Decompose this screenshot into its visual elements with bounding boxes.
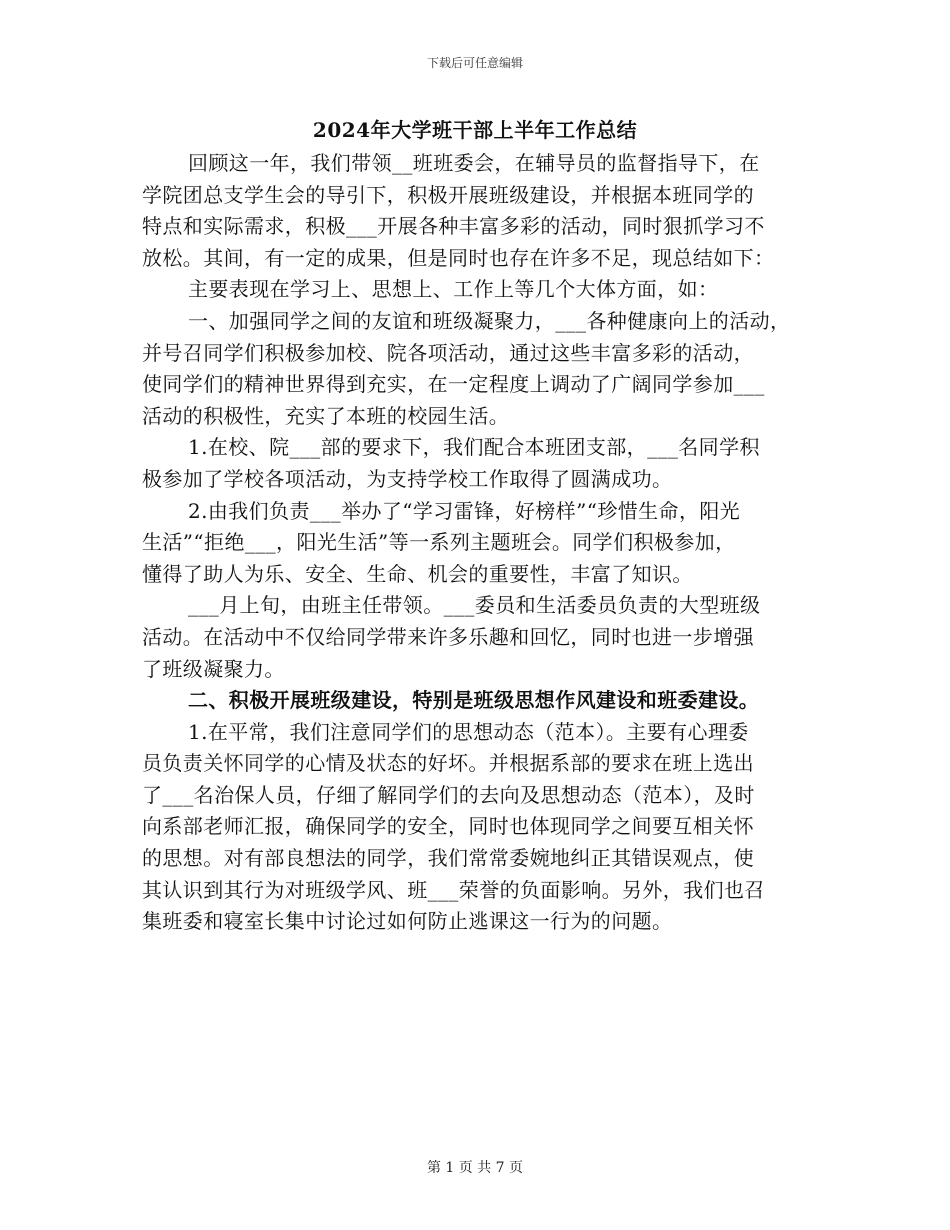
paragraph-line: 放松。其间，有一定的成果，但是同时也存在许多不足，现总结如下： bbox=[142, 245, 775, 270]
paragraph-line: 了班级凝聚力。 bbox=[142, 656, 285, 681]
paragraph-line: 了___名治保人员，仔细了解同学们的去向及思想动态（范本），及时 bbox=[142, 782, 755, 807]
paragraph-line: 的思想。对有部良想法的同学，我们常常委婉地纠正其错误观点，使 bbox=[142, 846, 754, 871]
paragraph-line: 活动。在活动中不仅给同学带来许多乐趣和回忆，同时也进一步增强 bbox=[142, 624, 754, 649]
paragraph-line: 1.在校、院___部的要求下，我们配合本班团支部，___名同学积 bbox=[188, 435, 760, 460]
paragraph-line: 并号召同学们积极参加校、院各项活动，通过这些丰富多彩的活动， bbox=[142, 340, 754, 365]
paragraph-line: 学院团总支学生会的导引下，积极开展班级建设，并根据本班同学的 bbox=[142, 182, 754, 207]
paragraph-line: 活动的积极性，充实了本班的校园生活。 bbox=[142, 403, 510, 428]
paragraph-line: 一、加强同学之间的友谊和班级凝聚力，___各种健康向上的活动， bbox=[188, 308, 791, 333]
paragraph-line: ___月上旬，由班主任带领。___委员和生活委员负责的大型班级 bbox=[188, 593, 761, 618]
paragraph-line: 1.在平常，我们注意同学们的思想动态（范本）。主要有心理委 bbox=[188, 719, 749, 744]
paragraph-line: 生活”“拒绝___，阳光生活”等一系列主题班会。同学们积极参加， bbox=[142, 530, 736, 555]
paragraph-line: 主要表现在学习上、思想上、工作上等几个大体方面，如： bbox=[188, 277, 719, 302]
paragraph-line: 使同学们的精神世界得到充实，在一定程度上调动了广阔同学参加___ bbox=[142, 372, 765, 397]
paragraph-line: 回顾这一年，我们带领__班班委会，在辅导员的监督指导下，在 bbox=[188, 151, 760, 175]
section-heading-line: 二、积极开展班级建设，特别是班级思想作风建设和班委建设。 bbox=[188, 688, 760, 713]
document-body bbox=[142, 148, 818, 938]
header-note: 下载后可任意编辑 bbox=[426, 56, 523, 70]
paragraph-line: 极参加了学校各项活动，为支持学校工作取得了圆满成功。 bbox=[142, 466, 673, 491]
paragraph-line: 2.由我们负责___举办了“学习雷锋，好榜样”“珍惜生命，阳光 bbox=[188, 498, 741, 523]
paragraph-line: 其认识到其行为对班级学风、班___荣誉的负面影响。另外，我们也召 bbox=[142, 877, 765, 902]
paragraph-line: 向系部老师汇报，确保同学的安全，同时也体现同学之间要互相关怀 bbox=[142, 814, 754, 839]
document-title: 2024年大学班干部上半年工作总结 bbox=[312, 118, 638, 142]
page-indicator: 第 1 页 共 7 页 bbox=[426, 1160, 524, 1176]
paragraph-line: 集班委和寝室长集中讨论过如何防止逃课这一行为的问题。 bbox=[142, 909, 673, 934]
paragraph-line: 特点和实际需求，积极___开展各种丰富多彩的活动，同时狠抓学习不 bbox=[142, 214, 765, 239]
paragraph-line: 员负责关怀同学的心情及状态的好坏。并根据系部的要求在班上选出 bbox=[142, 751, 754, 776]
paragraph-line: 懂得了助人为乐、安全、生命、机会的重要性，丰富了知识。 bbox=[142, 561, 693, 586]
